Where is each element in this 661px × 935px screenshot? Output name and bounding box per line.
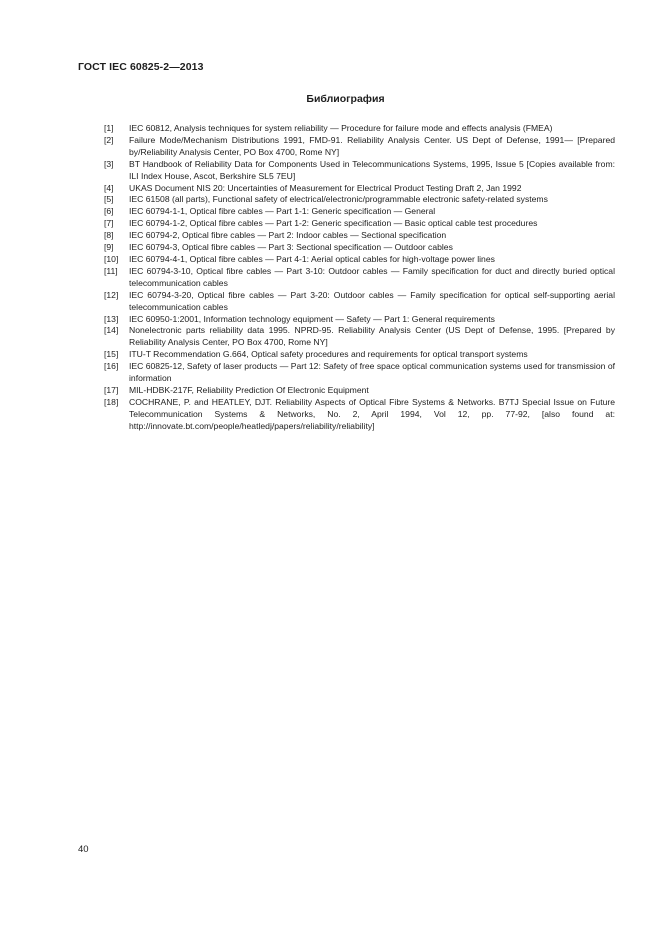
reference-text: IEC 60812, Analysis techniques for system reliability — Procedure for failure mode and effects analysis (FMEA) <box>129 123 553 133</box>
reference-text: IEC 60794-2, Optical fibre cables — Part 2: Indoor cables — Sectional specification <box>129 230 447 241</box>
bibliography-entry <box>104 397 615 433</box>
bibliography-entry <box>104 123 615 135</box>
bibliography-entry <box>104 242 615 254</box>
reference-number: [1] <box>104 123 114 133</box>
page-number: 40 <box>78 844 89 855</box>
bibliography-entry <box>104 290 615 314</box>
bibliography-entry <box>104 135 615 159</box>
bibliography-entry <box>104 218 615 230</box>
bibliography-entry <box>104 361 615 385</box>
bibliography-title: Библиография <box>306 93 385 105</box>
reference-number: [14] <box>104 325 119 336</box>
reference-number: [12] <box>104 289 119 300</box>
reference-text: MIL-HDBK-217F, Reliability Prediction Of Electronic Equipment <box>129 384 369 395</box>
reference-number: [3] <box>104 158 114 169</box>
reference-number: [18] <box>104 396 119 407</box>
reference-number: [4] <box>104 182 114 193</box>
reference-number: [10] <box>104 253 119 264</box>
reference-text: IEC 60794-4-1, Optical fibre cables — Part 4-1: Aerial optical cables for high-voltage power lines <box>129 253 495 264</box>
bibliography-entry <box>104 230 615 242</box>
reference-text: IEC 60794-3, Optical fibre cables — Part 3: Sectional specification — Outdoor cables <box>129 242 453 253</box>
bibliography-entry <box>104 254 615 266</box>
bibliography-entry <box>104 325 615 349</box>
bibliography-entry <box>104 266 615 290</box>
bibliography-entry <box>104 159 615 183</box>
bibliography-entry <box>104 206 615 218</box>
document-code-header: ГОСТ IEC 60825-2—2013 <box>78 61 204 73</box>
bibliography-entry <box>104 314 615 326</box>
reference-number: [8] <box>104 230 114 241</box>
reference-text: COCHRANE, P. and HEATLEY, DJT. Reliability Aspects of Optical Fibre Systems & Networks. B7TJ Special Issue on Future Telecommunication Systems & Networks, No. 2, April 1994, Vol 12, pp. 77-92, [also found at: http://innovate.bt.com/people/heatledj/papers/reliability/reliability] <box>129 396 615 431</box>
reference-number: [7] <box>104 218 114 229</box>
reference-text: IEC 60950-1:2001, Information technology equipment — Safety — Part 1: General requirements <box>129 313 495 324</box>
reference-text: IEC 60794-1-2, Optical fibre cables — Part 1-2: Generic specification — Basic optical cable test procedures <box>129 218 538 229</box>
reference-number: [2] <box>104 134 114 145</box>
reference-number: [17] <box>104 384 119 395</box>
reference-number: [15] <box>104 349 119 360</box>
reference-text: ITU-T Recommendation G.664, Optical safety procedures and requirements for optical transport systems <box>129 349 528 360</box>
reference-text: UKAS Document NIS 20: Uncertainties of Measurement for Electrical Product Testing Draft 2, Jan 1992 <box>129 182 522 193</box>
reference-text: IEC 60794-1-1, Optical fibre cables — Part 1-1: Generic specification — General <box>129 206 436 217</box>
reference-number: [16] <box>104 361 119 372</box>
reference-number: [9] <box>104 242 114 253</box>
bibliography-entry <box>104 183 615 195</box>
reference-number: [6] <box>104 206 114 217</box>
reference-number: [13] <box>104 313 119 324</box>
bibliography-entry <box>104 385 615 397</box>
reference-number: [11] <box>104 265 118 276</box>
reference-text: IEC 60794-3-20, Optical fibre cables — Part 3-20: Outdoor cables — Family specification for optical self-supporting aerial telecommunication cables <box>129 289 615 312</box>
reference-text: Failure Mode/Mechanism Distributions 1991, FMD-91. Reliability Analysis Center. US Dept of Defense, 1991— [Prepared by/Reliability Analysis Center, PO Box 4700, Rome NY] <box>129 134 615 157</box>
bibliography-entry <box>104 349 615 361</box>
reference-text: Nonelectronic parts reliability data 1995. NPRD-95. Reliability Analysis Center (US Dept of Defense, 1995. [Prepared by Reliability Analysis Center, PO Box 4700, Rome NY] <box>129 325 615 348</box>
reference-text: IEC 60794-3-10, Optical fibre cables — Part 3-10: Outdoor cables — Family specification for duct and directly buried optical telecommunication cables <box>129 265 615 288</box>
bibliography-list <box>104 123 615 433</box>
reference-number: [5] <box>104 194 114 205</box>
reference-text: IEC 60825-12, Safety of laser products — Part 12: Safety of free space optical communication systems used for transmission of information <box>129 361 615 384</box>
reference-text: IEC 61508 (all parts), Functional safety of electrical/electronic/programmable electronic safety-related systems <box>129 194 548 205</box>
reference-text: BT Handbook of Reliability Data for Components Used in Telecommunications Systems, 1995, Issue 5 [Copies available from: ILI Index House, Ascot, Berkshire SL5 7EU] <box>129 158 615 181</box>
bibliography-entry <box>104 194 615 206</box>
